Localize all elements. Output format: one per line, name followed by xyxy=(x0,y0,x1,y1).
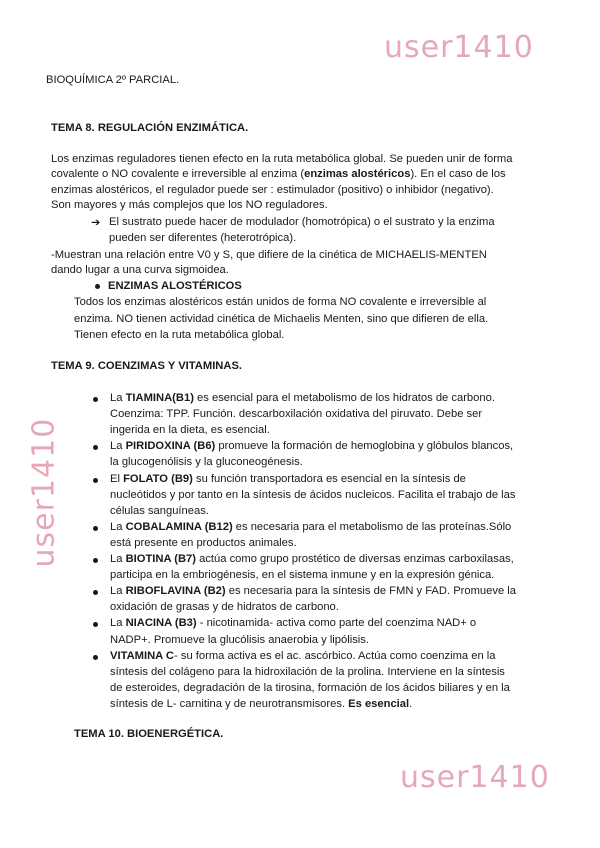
vitamin-item-line xyxy=(110,649,496,664)
text-segment: la glucogenólisis y la gluconeogénesis. xyxy=(110,456,303,469)
vitamin-item-line xyxy=(110,520,511,535)
text-segment: es esencial para el metabolismo de los hidratos de carbono. xyxy=(193,392,495,404)
text-segment: NADP+. Promueve la glucólisis anaerobia y lipólisis. xyxy=(110,633,369,646)
text-segment: La xyxy=(110,553,126,565)
bullet-icon xyxy=(95,284,100,289)
vitamin-item-line xyxy=(110,439,513,454)
section-title-tema9: TEMA 9. COENZIMAS Y VITAMINAS. xyxy=(51,360,243,372)
text-segment: ). En el caso de los xyxy=(410,168,506,180)
vitamin-item-line xyxy=(110,488,515,503)
vitamin-item-line xyxy=(110,600,339,615)
vitamin-item-line xyxy=(110,407,482,422)
section-title-tema8: TEMA 8. REGULACIÓN ENZIMÁTICA. xyxy=(51,122,249,134)
bullet-icon xyxy=(93,478,98,483)
watermark-bottom: user1410 xyxy=(400,760,550,795)
vitamin-name: BIOTINA (B7) xyxy=(125,553,196,565)
text-segment: células sanguíneas. xyxy=(110,504,209,517)
vitamin-name: NIACINA (B3) xyxy=(125,617,197,630)
bullet-icon xyxy=(93,655,98,660)
section-title-tema10: TEMA 10. BIOENERGÉTICA. xyxy=(74,728,224,740)
arrow-item-line: pueden ser diferentes (heterotrópica). xyxy=(109,232,297,244)
text-segment: promueve la formación de hemoglobina y glóbulos blancos, xyxy=(215,440,514,453)
text-segment: nucleótidos y por tanto en la síntesis de ácidos nucleicos. Facilita el trabajo de las xyxy=(110,488,516,501)
paragraph-line: enzimas alostéricos, el regulador puede ser : estimulador (positivo) o inhibidor (negativo). xyxy=(51,184,494,196)
paragraph-line: Son mayores y más complejos que los NO reguladores. xyxy=(51,199,328,211)
text-segment: participa en la embriogénesis, en el sistema inmune y en la expresión génica. xyxy=(110,569,495,582)
text-segment: La xyxy=(110,392,126,404)
text-segment: ingerida en la dieta, es esencial. xyxy=(110,424,270,437)
vitamin-name: FOLATO (B9) xyxy=(123,472,193,485)
vitamin-item-line xyxy=(110,472,466,487)
bullet-icon xyxy=(93,397,98,402)
paragraph-line xyxy=(51,167,506,182)
watermark-side: user1410 xyxy=(26,417,62,568)
subsection-title: ENZIMAS ALOSTÉRICOS xyxy=(108,280,242,292)
emphasis-text: Es esencial xyxy=(348,697,410,710)
text-segment: covalente o NO covalente e irreversible al enzima ( xyxy=(51,168,305,180)
text-segment: es necesaria para el metabolismo de las proteínas.Sólo xyxy=(232,520,512,533)
text-segment: está presente en productos animales. xyxy=(110,536,297,549)
vitamin-item-line xyxy=(110,584,516,599)
text-segment: síntesis del colágeno para la hidroxilación de la prolina. Interviene en la síntesis xyxy=(110,665,505,678)
vitamin-item-line xyxy=(110,697,412,712)
vitamin-item-line xyxy=(110,568,494,583)
bullet-icon xyxy=(93,526,98,531)
paragraph-line: Tienen efecto en la ruta metabólica global. xyxy=(74,329,285,341)
text-segment: síntesis de L- carnitina y de neurotransmisores. xyxy=(110,697,349,710)
arrow-icon: ➔ xyxy=(91,216,101,229)
bullet-icon xyxy=(93,590,98,595)
vitamin-name: VITAMINA C xyxy=(110,649,175,662)
paragraph-line: enzima. NO tienen actividad cinética de Michaelis Menten, sino que difieren de ella. xyxy=(74,313,489,325)
paragraph-line: dando lugar a una curva sigmoidea. xyxy=(51,264,229,276)
vitamin-item-line xyxy=(110,504,209,519)
vitamin-item-line xyxy=(110,681,510,696)
arrow-item-line: El sustrato puede hacer de modulador (homotrópica) o el sustrato y la enzima xyxy=(109,216,495,228)
vitamin-item-line xyxy=(110,423,270,438)
vitamin-name: PIRIDOXINA (B6) xyxy=(125,440,216,453)
paragraph-line: Los enzimas reguladores tienen efecto en la ruta metabólica global. Se pueden unir de forma xyxy=(51,153,513,165)
text-segment: su función transportadora es esencial en la síntesis de xyxy=(192,472,466,485)
vitamin-item-line xyxy=(110,455,303,470)
text-segment: La xyxy=(110,520,126,533)
vitamin-name: RIBOFLAVINA (B2) xyxy=(125,585,226,598)
vitamin-item-line xyxy=(110,536,297,551)
document-header: BIOQUÍMICA 2º PARCIAL. xyxy=(46,74,180,86)
watermark-top: user1410 xyxy=(384,30,534,65)
text-segment: El xyxy=(110,472,124,485)
bullet-icon xyxy=(93,445,98,450)
paragraph-line: -Muestran una relación entre V0 y S, que difiere de la cinética de MICHAELIS-MENTEN xyxy=(51,249,487,261)
vitamin-item-line xyxy=(110,391,495,406)
bullet-icon xyxy=(93,622,98,627)
text-segment: de esteroides, degradación de la tirosina, formación de los ácidos biliares y en la xyxy=(110,681,510,694)
paragraph-line: Todos los enzimas alostéricos están unidos de forma NO covalente e irreversible al xyxy=(74,296,487,308)
text-segment: es necesaria para la síntesis de FMN y FAD. Promueve la xyxy=(225,585,516,598)
vitamin-item-line xyxy=(110,633,369,648)
text-segment: La xyxy=(110,440,126,453)
vitamin-item-line xyxy=(110,616,476,631)
bold-term: enzimas alostéricos xyxy=(304,168,411,180)
text-segment: La xyxy=(110,585,126,598)
vitamin-item-line xyxy=(110,552,514,567)
vitamin-name: TIAMINA(B1) xyxy=(125,392,194,404)
text-segment: actúa como grupo prostético de diversas enzimas carboxilasas, xyxy=(196,553,514,565)
text-segment: - su forma activa es el ac. ascórbico. Actúa como coenzima en la xyxy=(174,649,496,662)
text-segment: Coenzima: TPP. Función. descarboxilación oxidativa del piruvato. Debe ser xyxy=(110,408,483,421)
text-segment: oxidación de grasas y de hidratos de carbono. xyxy=(110,601,339,614)
bullet-icon xyxy=(93,558,98,563)
vitamin-item-line xyxy=(110,665,505,680)
text-segment: - nicotinamida- activa como parte del coenzima NAD+ o xyxy=(196,617,477,630)
vitamin-name: COBALAMINA (B12) xyxy=(125,520,233,533)
text-segment: La xyxy=(110,617,126,630)
text-segment: . xyxy=(409,697,413,710)
